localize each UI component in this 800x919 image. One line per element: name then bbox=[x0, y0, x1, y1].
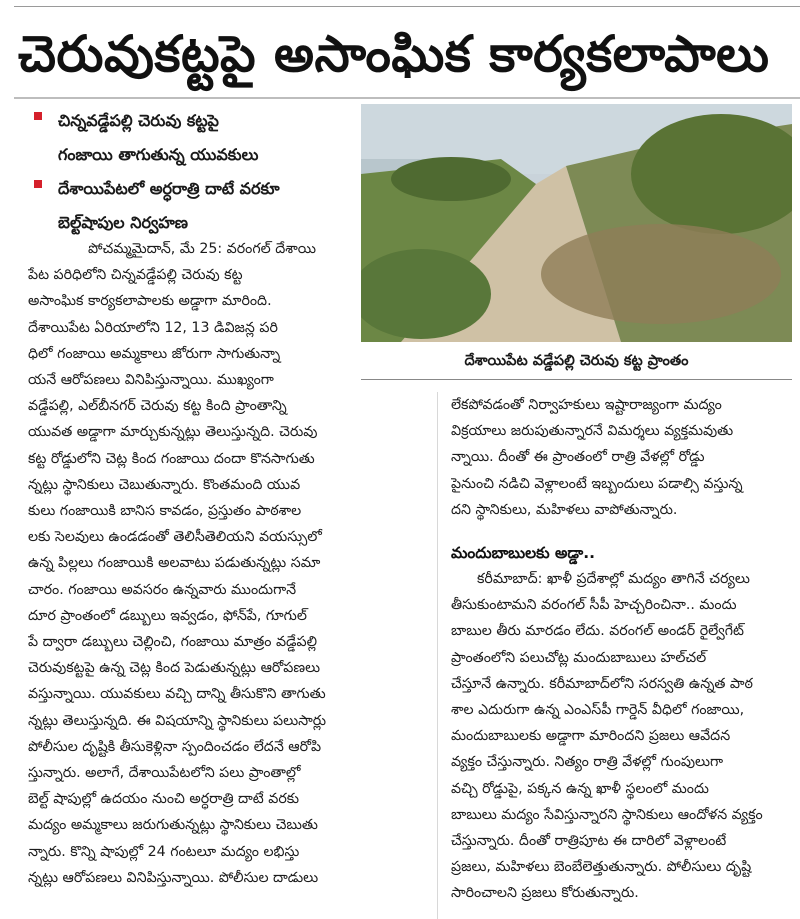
article-line: పేట పరిధిలోని చిన్నవడ్డేపల్లి చెరువు కట్ట bbox=[28, 267, 243, 284]
article-line: సారించాలని ప్రజలు కోరుతున్నారు. bbox=[451, 885, 639, 902]
article-right-column-top bbox=[451, 392, 794, 523]
article-line: న్నట్లు తెలుస్తున్నది. ఈ విషయాన్ని స్థానికులు పలుసార్లు bbox=[28, 712, 327, 729]
bullet-item bbox=[28, 104, 350, 172]
bullet-line: దేశాయిపేటలో అర్ధరాత్రి దాటే వరకూ bbox=[58, 179, 280, 198]
article-line: లకు సెలవులు ఉండడంతో తెలిసీతెలియని వయస్సులో bbox=[28, 529, 322, 546]
article-line: తీసుకుంటామని వరంగల్ సీపీ హెచ్చరించినా.. మందు bbox=[451, 597, 737, 614]
article-line: ధిలో గంజాయి అమ్మకాలు జోరుగా సాగుతున్నా bbox=[28, 345, 281, 362]
article-line: పోచమ్మమైదాన్, మే 25: వరంగల్ దేశాయి bbox=[88, 241, 316, 257]
article-line: పోలీసుల దృష్టికి తీసుకెళ్లినా స్పందించడం లేదనే ఆరోపి bbox=[28, 738, 322, 755]
lake-bund-path-image bbox=[361, 104, 792, 342]
article-line: అసాంఘిక కార్యకలాపాలకు అడ్డాగా మారింది. bbox=[28, 293, 272, 310]
bullet-list bbox=[28, 104, 350, 240]
news-photo bbox=[361, 104, 792, 342]
headline: చెరువుకట్టపై అసాంఘిక కార్యకలాపాలు bbox=[18, 25, 770, 83]
bullet-line: బెల్ట్‌షాపుల నిర్వహణ bbox=[58, 213, 189, 232]
article-line: న్నారు. కొన్ని షాపుల్లో 24 గంటలూ మద్యం లభిస్తు bbox=[28, 843, 300, 860]
article-line: న్నాయి. దీంతో ఈ ప్రాంతంలో రాత్రి వేళల్లో రోడ్డు bbox=[451, 449, 705, 466]
article-line: ఉన్న పిల్లలు గంజాయికి అలవాటు పడుతున్నట్లు సమా bbox=[28, 555, 321, 572]
article-line: వస్తున్నాయి. యువకులు వచ్చి దాన్ని తీసుకొని తాగుతు bbox=[28, 686, 326, 703]
article-left-column bbox=[28, 236, 348, 891]
red-square-bullet-icon bbox=[34, 112, 42, 120]
article-line: యనే ఆరోపణలు వినిపిస్తున్నాయి. ముఖ్యంగా bbox=[28, 372, 274, 389]
bullet-line: చిన్నవడ్డేపల్లి చెరువు కట్టపై bbox=[58, 111, 219, 130]
article-line: న్నట్లు ఆరోపణలు వినిపిస్తున్నాయి. పోలీసుల దాడులు bbox=[28, 869, 319, 886]
article-line: దూర ప్రాంతంలో డబ్బులు ఇవ్వడం, ఫోన్‌పే, గూగుల్ bbox=[28, 607, 307, 624]
article-line: కరీమాబాద్: ఖాళీ ప్రదేశాల్లో మద్యం తాగినే చర్యలు bbox=[477, 571, 750, 587]
article-line: చేస్తున్నారు. దీంతో రాత్రిపూట ఈ దారిలో వెళ్లాలంటే bbox=[451, 833, 727, 850]
article-line: న్నట్లు స్థానికులు చెబుతున్నారు. కొంతమంది యువ bbox=[28, 476, 301, 493]
article-line: వ్యక్తం చేస్తున్నారు. నిత్యం రాత్రి వేళల్లో గుంపులుగా bbox=[451, 754, 724, 771]
article-line: కులు గంజాయికి బానిస కావడం, ప్రస్తుతం పాఠశాల bbox=[28, 503, 302, 520]
article-line: వచ్చి రోడ్డుపై, పక్కన ఉన్న ఖాళీ స్థలంలో మందు bbox=[451, 780, 709, 797]
top-rule bbox=[14, 6, 800, 7]
photo-dry-brush bbox=[541, 224, 781, 324]
article-line: చేస్తూనే ఉన్నారు. కరీమాబాద్‌లోని సరస్వతి ఉన్నత పాఠ bbox=[451, 675, 753, 692]
article-line: విక్రయాలు జరుపుతున్నారనే విమర్శలు వ్యక్తమవుతు bbox=[451, 423, 734, 440]
article-line: దని స్థానికులు, మహిళలు వాపోతున్నారు. bbox=[451, 501, 678, 518]
bullet-item bbox=[28, 172, 350, 240]
article-line: ప్రజలు, మహిళలు బెంబేలెత్తుతున్నారు. పోలీసులు దృష్టి bbox=[451, 859, 752, 876]
article-line: బెల్ట్ షాపుల్లో ఉదయం నుంచి అర్ధరాత్రి దాటే వరకు bbox=[28, 791, 300, 808]
article-line: వడ్డేపల్లి, ఎల్‌బీనగర్ చెరువు కట్ట కింది ప్రాంతాన్ని bbox=[28, 398, 287, 415]
article-line: దేశాయిపేట ఏరియాలోని 12, 13 డివిజన్ల పరి bbox=[28, 319, 278, 336]
red-square-bullet-icon bbox=[34, 180, 42, 188]
article-line: కట్ట రోడ్డులోని చెట్ల కింద గంజాయి దందా కొనసాగుతు bbox=[28, 450, 315, 467]
headline-rule bbox=[14, 97, 800, 99]
article-line: స్తున్నారు. అలాగే, దేశాయిపేటలోని పలు ప్రాంతాల్లో bbox=[28, 765, 301, 782]
photo-caption: దేశాయిపేట వడ్డేపల్లి చెరువు కట్ట ప్రాంతం bbox=[464, 353, 689, 369]
article-line: లేకపోవడంతో నిర్వాహకులు ఇష్టారాజ్యంగా మద్యం bbox=[451, 397, 722, 413]
article-line: మద్యం అమ్మకాలు జరుగుతున్నట్లు స్థానికులు చెబుతు bbox=[28, 817, 318, 834]
article-line: పే ద్వారా డబ్బులు చెల్లించి, గంజాయి మాత్రం వడ్డేపల్లి bbox=[28, 634, 318, 651]
caption-rule bbox=[361, 379, 792, 380]
article-line: చారం. గంజాయి అవసరం ఉన్నవారు ముందుగానే bbox=[28, 581, 297, 598]
bullet-line: గంజాయి తాగుతున్న యువకులు bbox=[58, 145, 259, 164]
column-divider bbox=[437, 392, 438, 919]
article-line: బాబుల తీరు మారడం లేదు. వరంగల్ అండర్ రైల్వేగేట్ bbox=[451, 623, 744, 640]
photo-reeds bbox=[391, 157, 511, 201]
article-line: ప్రాంతంలోని పలుచోట్ల మందుబాబులు హల్‌చల్ bbox=[451, 649, 707, 666]
article-line: బాబులు మద్యం సేవిస్తున్నారని స్థానికులు ఆందోళన వ్యక్తం bbox=[451, 806, 763, 823]
article-line: పైనుంచి నడిచి వెళ్లాలంటే ఇబ్బందులు పడాల్సి వస్తున్న bbox=[451, 475, 743, 492]
article-line: శాల ఎదురుగా ఉన్న ఎంఎస్‌పీ గార్డెన్ వీధిలో గంజాయి, bbox=[451, 702, 745, 719]
article-line: యువత అడ్డాగా మార్చుకున్నట్లు తెలుస్తున్నది. చెరువు bbox=[28, 424, 318, 441]
subheading: మందుబాబులకు అడ్డా.. bbox=[451, 544, 595, 562]
article-line: చెరువుకట్టపై ఉన్న చెట్ల కింద పెడుతున్నట్లు ఆరోపణలు bbox=[28, 660, 321, 677]
article-right-column-bottom bbox=[451, 566, 794, 907]
article-line: మందుబాబులకు అడ్డాగా మారిందని ప్రజలు ఆవేదన bbox=[451, 728, 731, 745]
